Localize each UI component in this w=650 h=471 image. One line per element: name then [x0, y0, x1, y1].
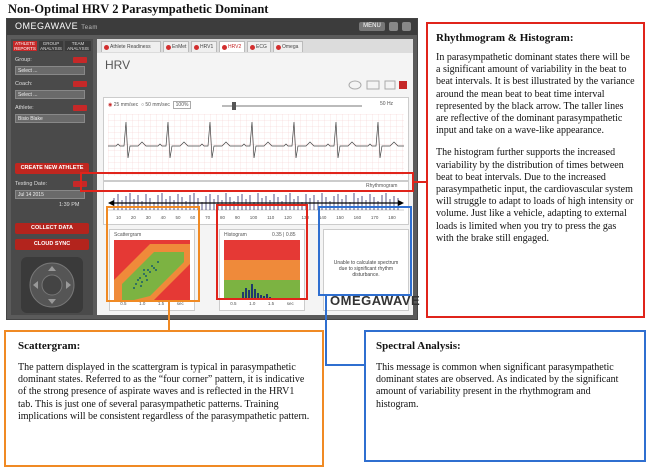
- spectral-annotation-text: This message is common when significant parasympathetic dominant states are observed. As indicated by the significant amount of variability present in the rhythmogram and histogram.: [376, 362, 619, 410]
- speed-25[interactable]: 25 mm/sec: [113, 102, 139, 108]
- spectral-annotation-title: Spectral Analysis:: [376, 340, 461, 352]
- testing-date-label: Testing Date:: [15, 181, 48, 187]
- tab-team-analysis[interactable]: TEAM ANALYSIS: [65, 41, 91, 51]
- tab-group-analysis[interactable]: GROUP ANALYSIS: [40, 41, 62, 51]
- rhythmogram-annotation-p2: The histogram further supports the increased variability by the distribution of times between beat to beat intervals. Due to the increased parasympathetic input, the cardiovascular system will struggle to adapt to loads of high intensity or volume. Just like a vehicle, adapting to external loads is limited when you try to press the gas with the brake still engaged.: [436, 147, 634, 244]
- alert-icon: [276, 45, 281, 50]
- tab-omega[interactable]: Omega: [273, 41, 303, 52]
- create-athlete-button[interactable]: CREATE NEW ATHLETE: [15, 163, 89, 174]
- hrv-heading: HRV: [105, 58, 131, 72]
- rhythmogram-label: Rhythmogram: [366, 183, 398, 189]
- alert-icon: [166, 45, 171, 50]
- athlete-select[interactable]: Bisio Blake: [15, 114, 85, 123]
- spectral-highlight: [318, 206, 412, 296]
- menu-button[interactable]: MENU: [359, 22, 385, 31]
- ecg-panel: [103, 97, 409, 181]
- zoom-slider[interactable]: [222, 102, 362, 110]
- date-select[interactable]: Jul 14 2015: [15, 190, 85, 199]
- spectral-connector-h: [325, 364, 365, 366]
- cloud-icon: [349, 81, 361, 89]
- rhythmogram-axis: 10 20 30 40 50 60 70 80 90 100 110 120 130 140 150 160 170 180: [116, 215, 396, 220]
- rhythmogram-annotation-p1: In parasympathetic dominant states there will be a significant amount of variability in the beat to beat intervals. It is best illustrated by the variance around the mean beat to beat time interval represented by the black arrow. The taller lines are reflective of the dominant parasympathetic input and take on a wave-like appearance.: [436, 52, 635, 137]
- spectral-message: Unable to calculate spectrum due to significant rhythm disturbance.: [333, 260, 399, 278]
- time-value: 1:39 PM: [59, 202, 80, 208]
- zoom-box[interactable]: 100%: [173, 101, 192, 109]
- ecg-trace: [108, 114, 404, 176]
- app-brand: OMEGAWAVE Team: [15, 21, 98, 31]
- close-icon[interactable]: [402, 22, 411, 31]
- alert-icon: [222, 45, 227, 50]
- rhythmogram-highlight: [80, 172, 414, 192]
- group-select[interactable]: Select ...: [15, 66, 85, 75]
- tab-enmet[interactable]: EnMet: [163, 41, 189, 52]
- rhythmogram-connector: [414, 181, 426, 183]
- athlete-label: Athlete:: [15, 105, 34, 111]
- app-titlebar: [7, 19, 417, 35]
- coach-select-button[interactable]: [73, 81, 87, 87]
- tab-ecg[interactable]: ECG: [247, 41, 271, 52]
- tab-athlete-reports[interactable]: ATHLETE REPORTS: [14, 41, 36, 51]
- scattergram-connector: [168, 302, 170, 330]
- group-select-button[interactable]: [73, 57, 87, 63]
- alert-icon: [104, 45, 109, 50]
- scattergram-axis: 0.5 1.0 1.5 sec: [120, 301, 184, 306]
- scattergram-annotation-title: Scattergram:: [18, 340, 81, 352]
- alert-icon: [194, 45, 199, 50]
- histogram-axis: 0.5 1.0 1.5 sec: [230, 301, 294, 306]
- navigation-pad[interactable]: [21, 257, 83, 313]
- scattergram-label: Scattergram: [114, 232, 142, 238]
- cloud-sync-button[interactable]: CLOUD SYNC: [15, 239, 89, 250]
- footer-logo: OMEGAWAVE: [330, 293, 421, 308]
- scattergram-annotation-text: The pattern displayed in the scattergram is typical in parasympathetic dominant states. Referred to as the “four corner” pattern, it is indicative of the strong presence of aspirate waves and is reflected in the HRV1 tab. This is just one of several parasympathetic patterns. Training implications will be consistent regardless of the parasympathetic pattern.: [18, 362, 310, 422]
- tab-hrv1[interactable]: HRV1: [191, 41, 217, 52]
- collect-data-button[interactable]: COLLECT DATA: [15, 223, 89, 234]
- page-title: Non-Optimal HRV 2 Parasympathetic Dominant: [8, 2, 269, 16]
- athlete-select-button[interactable]: [73, 105, 87, 111]
- scattergram-annotation: [4, 330, 324, 467]
- minimize-icon[interactable]: [389, 22, 398, 31]
- scattergram-highlight: [106, 206, 200, 302]
- ecg-controls: ◉ 25 mm/sec ○ 50 mm/sec 100%: [108, 102, 191, 108]
- coach-select[interactable]: Select ...: [15, 90, 85, 99]
- histogram-label: Histogram: [224, 232, 247, 238]
- histogram-highlight: [216, 204, 308, 300]
- print-icon: [385, 81, 395, 89]
- toolbar-icons: [347, 79, 409, 91]
- histogram-values: 0.35 | 0.85: [272, 232, 296, 238]
- group-label: Group:: [15, 57, 32, 63]
- sidebar-tabs: [13, 41, 91, 51]
- speed-50[interactable]: 50 mm/sec: [145, 102, 170, 108]
- coach-label: Coach:: [15, 81, 33, 87]
- alert-icon: [250, 45, 255, 50]
- tab-athlete-readiness[interactable]: Athlete Readiness: [101, 41, 161, 52]
- rhythmogram-annotation: [426, 22, 645, 318]
- spectral-annotation: [364, 330, 646, 462]
- tab-bar: [97, 39, 413, 53]
- mail-icon: [367, 81, 379, 89]
- pdf-icon: [399, 81, 407, 89]
- tab-hrv2[interactable]: HRV2: [219, 41, 245, 52]
- rhythmogram-annotation-title: Rhythmogram & Histogram:: [436, 32, 574, 44]
- freq-label: 50 Hz: [380, 101, 394, 107]
- spectral-connector-v: [325, 296, 327, 366]
